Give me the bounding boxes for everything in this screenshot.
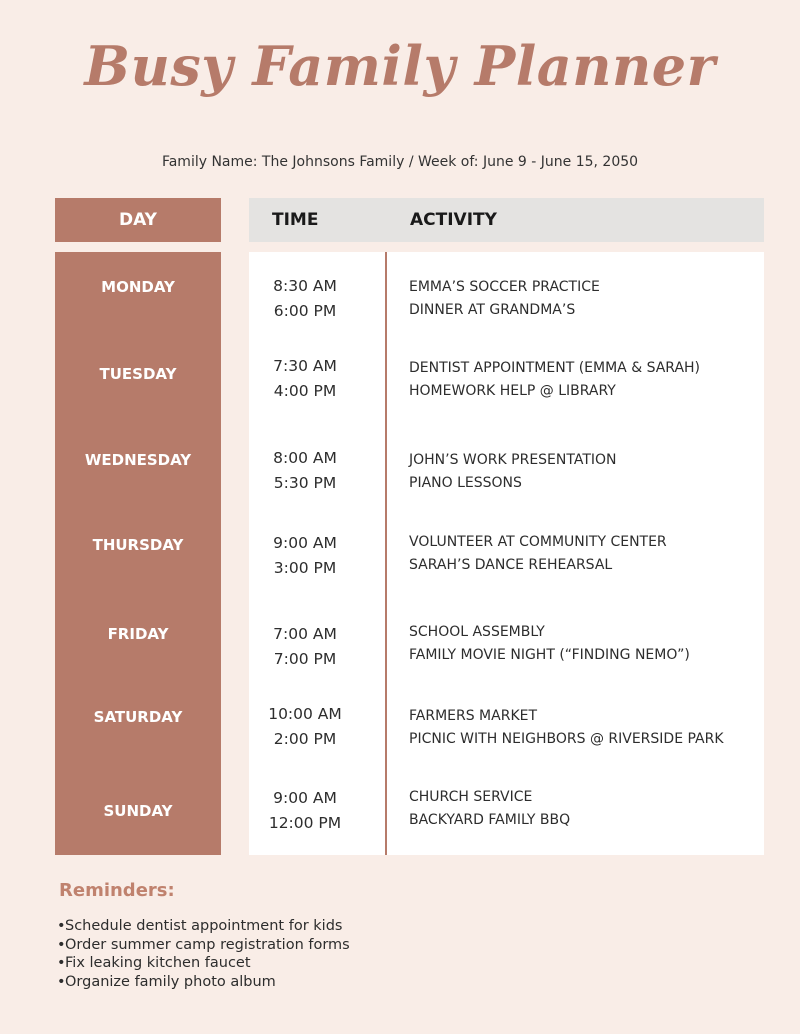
time-label: 6:00 PM	[273, 302, 337, 320]
day-column-header: DAY	[55, 198, 221, 242]
activity-label: FARMERS MARKET	[409, 708, 538, 724]
list-item	[57, 917, 350, 936]
activity-label: BACKYARD FAMILY BBQ	[409, 812, 571, 828]
activity-label: SARAH’S DANCE REHEARSAL	[409, 557, 613, 573]
time-label: 7:00 PM	[273, 650, 337, 668]
activity-label: SCHOOL ASSEMBLY	[409, 624, 545, 640]
time-label: 8:00 AM	[273, 449, 337, 467]
day-label-saturday: SATURDAY	[93, 708, 183, 726]
activity-column-header: ACTIVITY	[410, 210, 497, 230]
time-label: 5:30 PM	[273, 474, 337, 492]
bullet-icon: •	[57, 918, 66, 934]
activity-label: PICNIC WITH NEIGHBORS @ RIVERSIDE PARK	[409, 731, 724, 747]
family-week-subtitle: Family Name: The Johnsons Family / Week of: June 9 - June 15, 2050	[161, 154, 639, 170]
bullet-icon: •	[57, 973, 66, 990]
reminder-text: Order summer camp registration forms	[65, 936, 350, 953]
time-column-header: TIME	[272, 210, 319, 230]
time-label: 2:00 PM	[273, 730, 337, 748]
bullet-icon: •	[57, 955, 66, 971]
day-label-friday: FRIDAY	[107, 625, 169, 643]
time-label: 9:00 AM	[273, 534, 337, 552]
activity-label: DINNER AT GRANDMA’S	[409, 302, 576, 318]
table-header-bar	[249, 198, 764, 242]
column-divider	[385, 252, 387, 855]
time-label: 7:30 AM	[273, 357, 337, 375]
activity-label: HOMEWORK HELP @ LIBRARY	[409, 383, 616, 399]
list-item	[57, 936, 350, 955]
time-label: 4:00 PM	[273, 382, 337, 400]
reminder-text: Fix leaking kitchen faucet	[65, 955, 251, 971]
activity-label: VOLUNTEER AT COMMUNITY CENTER	[409, 534, 667, 550]
activity-label: FAMILY MOVIE NIGHT (“FINDING NEMO”)	[409, 647, 690, 663]
reminder-text: Schedule dentist appointment for kids	[65, 918, 343, 934]
day-label-tuesday: TUESDAY	[99, 365, 177, 383]
activity-label: PIANO LESSONS	[409, 475, 522, 491]
reminders-heading: Reminders:	[59, 880, 175, 901]
time-label: 10:00 AM	[268, 705, 342, 723]
time-label: 8:30 AM	[273, 277, 337, 295]
reminder-text: Organize family photo album	[65, 973, 276, 990]
time-label: 3:00 PM	[273, 559, 337, 577]
list-item	[57, 954, 350, 973]
bullet-icon: •	[57, 936, 66, 953]
activity-label: DENTIST APPOINTMENT (EMMA & SARAH)	[409, 360, 701, 376]
activity-label: CHURCH SERVICE	[409, 789, 533, 805]
time-label: 12:00 PM	[268, 814, 342, 832]
list-item	[57, 973, 350, 992]
schedule-panel	[249, 252, 764, 855]
day-label-thursday: THURSDAY	[92, 536, 184, 554]
time-label: 7:00 AM	[273, 625, 337, 643]
time-label: 9:00 AM	[273, 789, 337, 807]
page-title: Busy Family Planner	[84, 34, 716, 98]
reminders-list	[57, 917, 350, 991]
day-label-wednesday: WEDNESDAY	[84, 451, 192, 469]
day-label-monday: MONDAY	[101, 278, 175, 296]
activity-label: JOHN’S WORK PRESENTATION	[409, 452, 617, 468]
day-label-sunday: SUNDAY	[103, 802, 173, 820]
activity-label: EMMA’S SOCCER PRACTICE	[409, 279, 600, 295]
